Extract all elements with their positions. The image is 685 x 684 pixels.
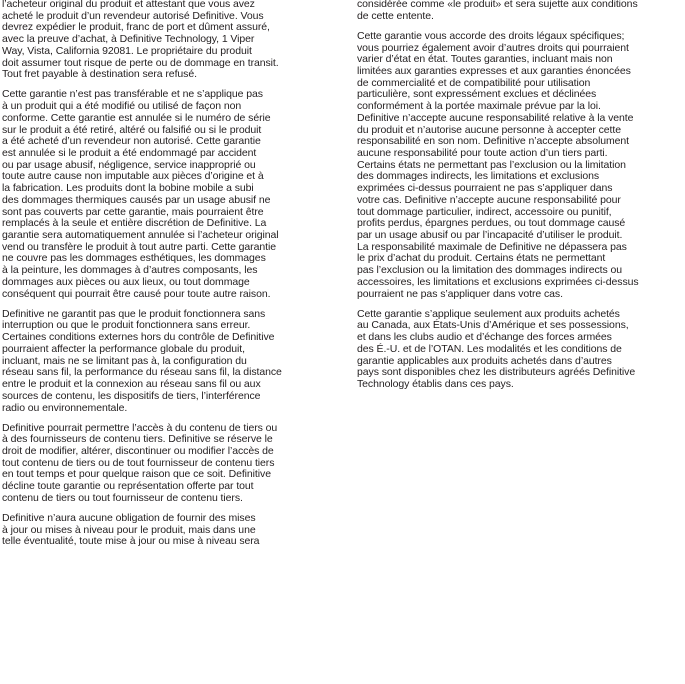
paragraph-updates: Definitive n’aura aucune obligation de fournir des mises à jour ou mises à niveau pour le produit, mais dans une telle éventualité, toute mise à jour ou mise à niveau sera: [2, 512, 260, 548]
left-column: [2, 0, 330, 557]
paragraph-updates-continued: considérée comme «le produit» et sera sujette aux conditions de cette entente.: [357, 0, 638, 22]
paragraph-non-transferable: Cette garantie n’est pas transférable et ne s’applique pas à un produit qui a été modifié ou utilisé de façon non conforme. Cette garantie est annulée si le numéro de série sur le produit a été retiré, altéré ou falsifié ou si le produit a été acheté d’un revendeur non autorisé. Cette garantie est annulée si le produit a été endommagé par accident ou par usage abusif, négligence, service inapproprié ou toute autre cause non imputable aux pièces d’origine et à la fabrication. Les produits dont la bobine mobile a subi des dommages thermiques causés par un usage abusif ne sont pas couverts par cette garantie, mais pourraient être remplacés à la seule et entière discrétion de Definitive. La garantie sera automatiquement annulée si l’acheteur original vend ou transfère le produit à tout autre parti. Cette garantie ne couvre pas les dommages esthétiques, les dommages à la peinture, les dommages à d’autres composants, les dommages aux pièces ou aux lieux, ou tout dommage conséquent qui pourrait être causé pour toute autre raison.: [2, 88, 279, 300]
paragraph-no-uninterrupted-operation: Definitive ne garantit pas que le produit fonctionnera sans interruption ou que le produit fonctionnera sans erreur. Certaines conditions externes hors du contrôle de Definitive pourraient affecter la performance globale du produit, incluant, mais ne se limitant pas à, la configuration du réseau sans fil, la performance du réseau sans fil, la distance entre le produit et la connexion au réseau sans fil ou aux sources de contenu, les dispositifs de tiers, l’interférence radio ou environnementale.: [2, 307, 282, 414]
paragraph-return-shipping: l’acheteur original du produit et attestant que vous avez acheté le produit d’un revendeur autorisé Definitive. Vous devrez expédier le produit, franc de port et dûment assuré, avec la preuve d’achat, à Definitive Technology, 1 Viper Way, Vista, California 92081. Le propriétaire du produit doit assumer tout risque de perte ou de dommage en transit. Tout fret payable à destination sera refusé.: [2, 0, 279, 81]
paragraph-legal-rights: Cette garantie vous accorde des droits légaux spécifiques; vous pourriez également avoir d’autres droits qui pourraient varier d’état en état. Toutes garanties, incluant mais non limitées aux garanties expresses et aux garanties énoncées de commercialité et de compatibilité pour utilisation particulière, sont expressément exclues et déclinées conformément à la portée maximale prévue par la loi. Definitive n’accepte aucune responsabilité relative à la vente du produit et n’autorise aucune personne à accepter cette responsabilité en son nom. Definitive n’accepte absolument aucune responsabilité pour toute action d’un tiers parti. Certains états ne permettant pas l’exclusion ou la limitation des dommages indirects, les limitations et exclusions exprimées ci-dessus pourraient ne pas s’appliquer dans votre cas. Definitive n’accepte aucune responsabilité pour tout dommage particulier, indirect, accessoire ou punitif, profits perdus, épargnes perdues, ou tout dommage causé par un usage abusif ou par l’incapacité d’utiliser le produit. La responsabilité maximale de Definitive ne dépassera pas le prix d’achat du produit. Certains états ne permettant pas l’exclusion ou la limitation des dommages indirects ou accessoires, les limitations et exclusions exprimées ci-dessus pourraient ne pas s’appliquer dans votre cas.: [357, 29, 639, 300]
paragraph-territory: Cette garantie s’applique seulement aux produits achetés au Canada, aux États-Unis d’Amérique et ses possessions, et dans les clubs audio et d’échange des forces armées des É.-U. et de l’OTAN. Les modalités et les conditions de garantie applicables aux produits achetés dans d’autres pays sont disponibles chez les distributeurs agréés Definitive Technology établis dans ces pays.: [357, 307, 636, 391]
right-column: [357, 0, 684, 399]
paragraph-third-party-content: Definitive pourrait permettre l’accès à du contenu de tiers ou à des fournisseurs de contenu tiers. Definitive se réserve le droit de modifier, altérer, discontinuer ou modifier l’accès de tout contenu de tiers ou de tout fournisseur de contenu tiers en tout temps et pour quelque raison que ce soit. Definitive décline toute garantie ou représentation offerte par tout contenu de tiers ou tout fournisseur de contenu tiers.: [2, 421, 278, 504]
